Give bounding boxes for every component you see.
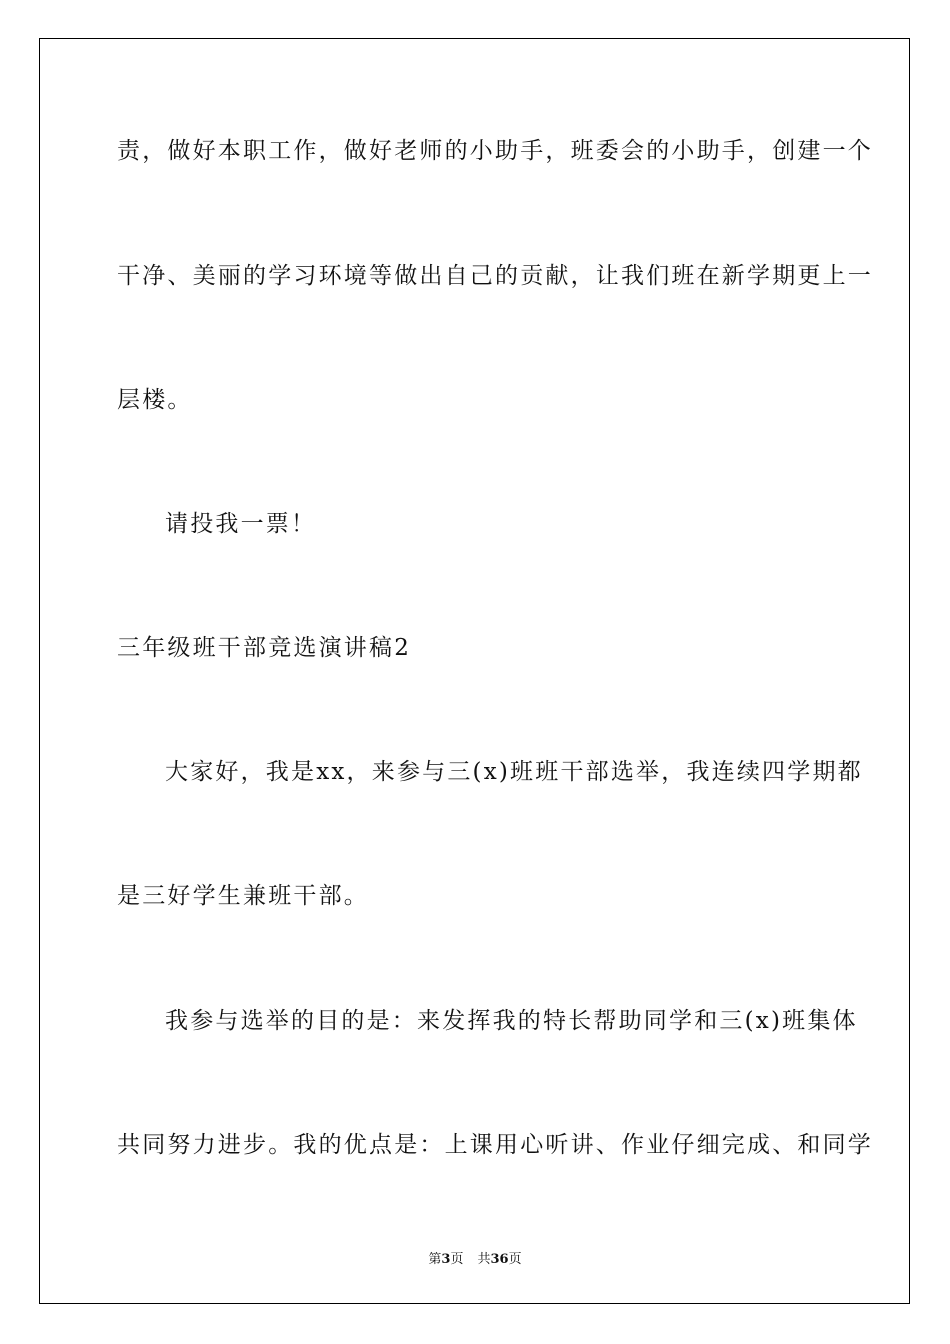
paragraph-line-2: 干净、美丽的学习环境等做出自己的贡献，让我们班在新学期更上一 [117,263,873,289]
page-border [39,38,910,1304]
footer-total-number: 36 [490,1252,509,1267]
paragraph-line-3: 层楼。 [117,387,193,413]
paragraph-vote-line: 请投我一票！ [165,511,317,537]
footer-total-prefix: 共 [477,1252,491,1267]
page-footer [0,1248,950,1267]
paragraph-line-1: 责，做好本职工作，做好老师的小助手，班委会的小助手，创建一个 [117,138,873,164]
paragraph-line-7: 是三好学生兼班干部。 [117,883,369,909]
paragraph-line-9: 共同努力进步。我的优点是：上课用心听讲、作业仔细完成、和同学 [117,1132,873,1158]
paragraph-line-6: 大家好，我是xx，来参与三(x)班班干部选举，我连续四学期都 [165,759,863,785]
paragraph-line-8: 我参与选举的目的是：来发挥我的特长帮助同学和三(x)班集体 [165,1008,858,1034]
footer-page-prefix: 第 [428,1252,442,1267]
footer-page-suffix: 页 [450,1252,464,1267]
footer-total-suffix: 页 [508,1252,522,1267]
section-heading: 三年级班干部竞选演讲稿2 [117,635,412,661]
footer-page-number: 3 [441,1252,451,1267]
